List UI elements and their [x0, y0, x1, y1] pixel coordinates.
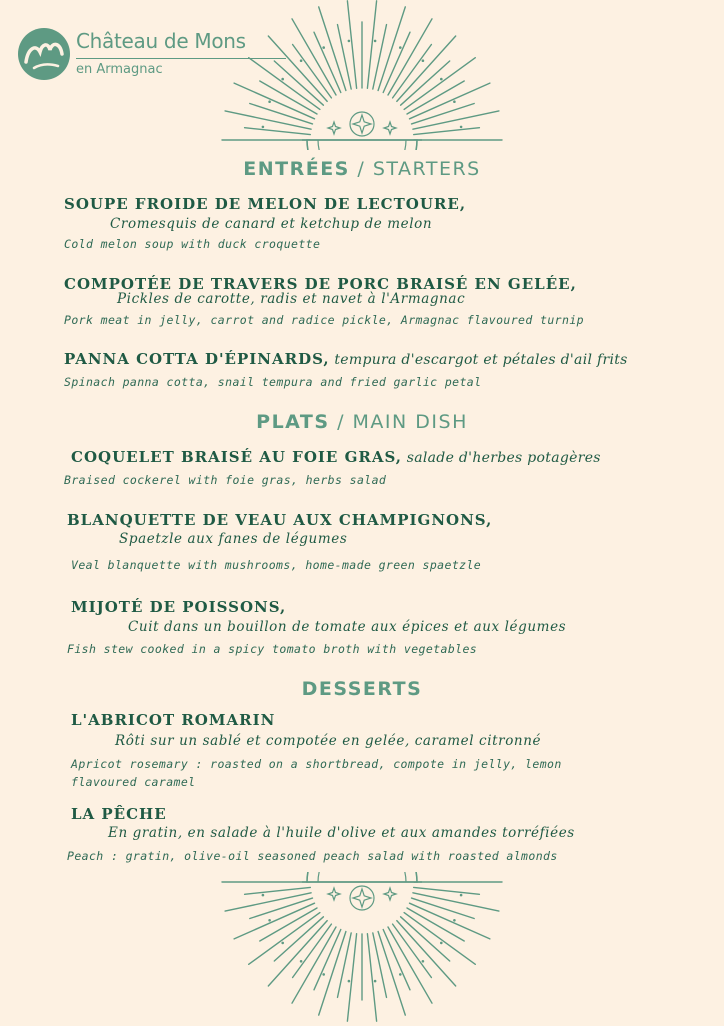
sun-dot [262, 894, 265, 897]
sun-ray [245, 887, 311, 894]
sun-center-star-icon [353, 889, 371, 907]
sun-ray [413, 893, 499, 911]
dish-english: Veal blanquette with mushrooms, home-made green spaetzle [71, 558, 482, 572]
sun-ray [249, 913, 320, 965]
sun-dot [453, 100, 456, 103]
sun-side-star-icon [328, 122, 340, 134]
sun-ray [404, 58, 475, 110]
sun-dot [322, 973, 325, 976]
sun-dot [300, 59, 303, 62]
sun-dot [440, 942, 443, 945]
sun-ray [338, 933, 352, 998]
dish-name: MIJOTÉ DE POISSONS, [71, 598, 287, 616]
dish-name: LA PÊCHE [71, 805, 167, 823]
sun-dot [453, 919, 456, 922]
sun-dot [300, 960, 303, 963]
sun-dot [399, 973, 402, 976]
section-title-mains [0, 411, 724, 433]
dish-inline-subtitle: salade d'herbes potagères [402, 450, 601, 466]
sun-dot [268, 919, 271, 922]
sun-side-star-icon [328, 888, 340, 900]
sun-ray [414, 128, 480, 135]
dish-english: Braised cockerel with foie gras, herbs salad [64, 473, 387, 487]
sun-ray [414, 887, 480, 894]
sun-ray [404, 913, 475, 965]
sun-dot [422, 59, 425, 62]
section-title-en: MAIN DISH [352, 411, 468, 433]
section-title-fr: DESSERTS [301, 678, 423, 700]
sun-dot [460, 894, 463, 897]
sun-dot [460, 126, 463, 129]
sun-ray [249, 58, 320, 110]
dish-english: Pork meat in jelly, carrot and radice pickle, Armagnac flavoured turnip [64, 313, 584, 327]
sun-ray [401, 61, 450, 105]
sun-ray [234, 83, 314, 119]
sun-ray [225, 111, 311, 129]
m-monogram-icon [18, 28, 70, 80]
section-title-fr: PLATS [256, 411, 330, 433]
dish-subtitle: En gratin, en salade à l'huile d'olive et aux amandes torréfiées [108, 825, 575, 841]
sun-side-star-icon [384, 888, 396, 900]
sun-ray [319, 7, 346, 91]
dish-subtitle: Cuit dans un bouillon de tomate aux épices et aux légumes [128, 619, 567, 635]
dish-subtitle: Rôti sur un sablé et compotée en gelée, caramel citronné [115, 733, 542, 749]
sun-ray [274, 61, 323, 105]
brand-subtitle: en Armagnac [76, 62, 163, 77]
dish-inline-subtitle: tempura d'escargot et pétales d'ail frits [329, 352, 628, 368]
dish-name: COMPOTÉE DE TRAVERS DE PORC BRAISÉ EN GELÉE, [64, 275, 577, 293]
dish-name: L'ABRICOT ROMARIN [71, 711, 276, 729]
rising-sun-icon [162, 0, 562, 154]
sun-ray [410, 903, 490, 939]
dish-name: SOUPE FROIDE DE MELON DE LECTOURE, [64, 195, 467, 213]
dish-english: Apricot rosemary : roasted on a shortbread, compote in jelly, lemon flavoured caramel [71, 757, 562, 789]
sun-dot [268, 100, 271, 103]
sun-ray [338, 25, 352, 90]
sun-body [307, 872, 417, 882]
sun-center-star-icon [353, 115, 371, 133]
sun-dot [422, 960, 425, 963]
sun-ray [373, 933, 387, 998]
sun-dot [348, 980, 351, 983]
dish-name: COQUELET BRAISÉ AU FOIE GRAS, [71, 448, 402, 466]
sun-body [307, 140, 417, 150]
dish-subtitle: Cromesquis de canard et ketchup de melon [110, 216, 433, 232]
sun-dot [440, 78, 443, 81]
dish-line [64, 350, 628, 368]
dish-subtitle: Spaetzle aux fanes de légumes [119, 531, 348, 547]
section-title-desserts [0, 678, 724, 700]
sun-dot [374, 40, 377, 43]
sun-ray [373, 25, 387, 90]
sun-dot [322, 46, 325, 49]
sun-dot [399, 46, 402, 49]
dish-english: Spinach panna cotta, snail tempura and fried garlic petal [64, 375, 482, 389]
sun-ray [274, 917, 323, 961]
dish-english: Peach : gratin, olive-oil seasoned peach salad with roasted almonds [67, 849, 558, 863]
section-title-starters [0, 158, 724, 180]
brand-name: Château de Mons [76, 29, 246, 53]
sun-dot [348, 40, 351, 43]
sun-ray [225, 893, 311, 911]
dish-subtitle: Pickles de carotte, radis et navet à l'Armagnac [117, 291, 466, 307]
sun-ray [245, 128, 311, 135]
dish-name: BLANQUETTE DE VEAU AUX CHAMPIGNONS, [67, 511, 493, 529]
sun-dot [374, 980, 377, 983]
section-title-en: STARTERS [372, 158, 481, 180]
sun-ray [319, 932, 346, 1016]
dish-name: PANNA COTTA D'ÉPINARDS, [64, 350, 330, 368]
sun-dot [262, 126, 265, 129]
sun-ray [378, 932, 405, 1016]
sun-ray [234, 903, 314, 939]
section-title-fr: ENTRÉES [243, 158, 350, 180]
dish-line [71, 448, 601, 466]
sun-ray [410, 83, 490, 119]
dish-english: Fish stew cooked in a spicy tomato broth with vegetables [67, 642, 478, 656]
section-title-separator: / [349, 158, 373, 180]
sun-dot [281, 78, 284, 81]
sun-side-star-icon [384, 122, 396, 134]
sun-ray [413, 111, 499, 129]
sun-ray [378, 7, 405, 91]
sun-ray [401, 917, 450, 961]
setting-sun-icon [162, 872, 562, 1026]
sun-dot [281, 942, 284, 945]
dish-english: Cold melon soup with duck croquette [64, 237, 321, 251]
section-title-separator: / [329, 411, 353, 433]
